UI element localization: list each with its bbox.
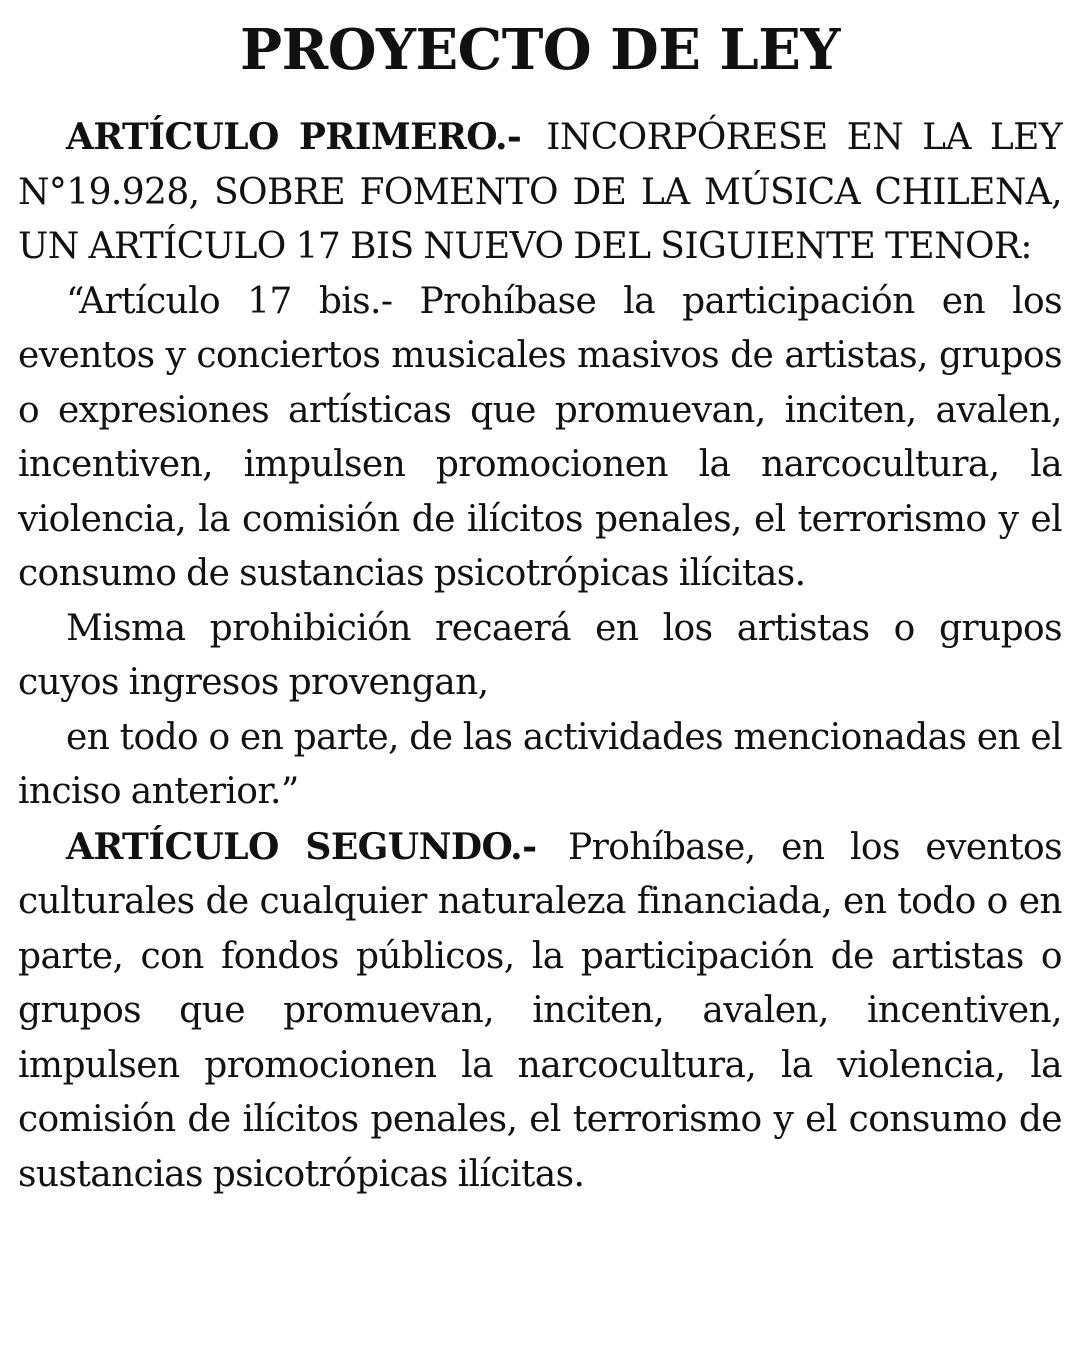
document-title: PROYECTO DE LEY bbox=[240, 17, 840, 83]
article-segundo-label: ARTÍCULO SEGUNDO.- bbox=[66, 825, 537, 868]
article-segundo-text: Prohíbase, en los eventos culturales de cualquier naturaleza financiada, en todo o en parte, con fondos públicos, la participación de artistas o grupos que promuevan, inciten, avalen, incentiven, impulsen promocionen la narcocultura, la violencia, la comisión de ilícitos penales, el terrorismo y el consumo de sustancias psicotrópicas ilícitas. bbox=[18, 826, 1062, 1195]
article-primero-text: INCORPÓRESE EN LA LEY N°19.928, SOBRE FOMENTO DE LA MÚSICA CHILENA, UN ARTÍCULO 17 BIS NUEVO DEL SIGUIENTE TENOR: bbox=[18, 117, 1062, 267]
article-segundo-paragraph bbox=[18, 820, 1062, 1203]
article-primero-label: ARTÍCULO PRIMERO.- bbox=[66, 116, 522, 158]
prohibition-paragraph: Misma prohibición recaerá en los artistas o grupos cuyos ingresos provengan, bbox=[18, 607, 1062, 703]
article-primero-paragraph bbox=[18, 110, 1062, 275]
prohibition-continuation-paragraph: en todo o en parte, de las actividades mencionadas en el inciso anterior.” bbox=[18, 716, 1062, 812]
article-17-bis-paragraph: “Artículo 17 bis.- Prohíbase la participación en los eventos y conciertos musicales masivos de artistas, grupos o expresiones artísticas que promuevan, inciten, avalen, incentiven, impulsen promocionen la narcocultura, la violencia, la comisión de ilícitos penales, el terrorismo y el consumo de sustancias psicotrópicas ilícitas. bbox=[18, 280, 1062, 594]
